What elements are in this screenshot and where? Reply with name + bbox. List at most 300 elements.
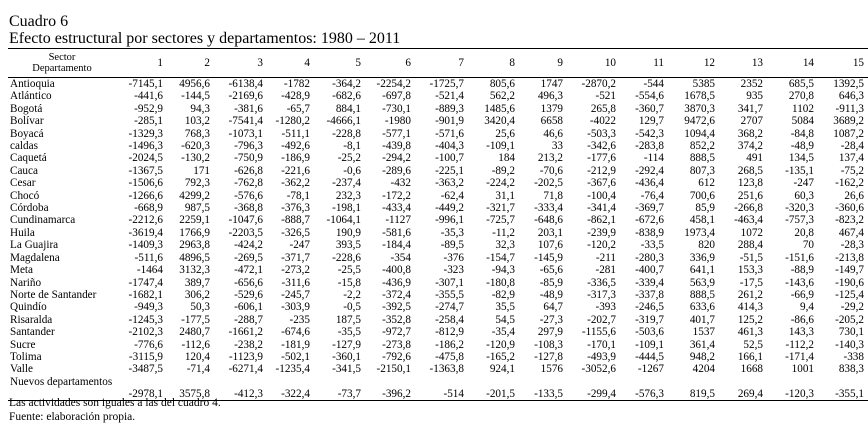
table-number: Cuadro 6 bbox=[9, 13, 69, 30]
table-cell: 646,3 bbox=[838, 90, 864, 103]
table-cell: -1782 bbox=[283, 78, 310, 90]
department-name: Nuevos departamentos bbox=[8, 376, 116, 401]
table-cell: -576,6 bbox=[234, 189, 263, 202]
department-name: Magdalena bbox=[10, 251, 60, 264]
department-name: Bogotá bbox=[10, 102, 43, 115]
table-cell: -198,1 bbox=[332, 202, 361, 215]
table-cell: -322,4 bbox=[267, 376, 314, 401]
table-header bbox=[8, 49, 868, 78]
table-cell: -15,8 bbox=[337, 276, 361, 289]
table-cell: -323 bbox=[443, 264, 464, 277]
table-cell: -149,7 bbox=[835, 264, 864, 277]
table-body bbox=[8, 78, 868, 401]
table-cell: -6271,4 bbox=[228, 363, 263, 376]
table-cell: -73,7 bbox=[314, 376, 365, 401]
table-cell: 1678,5 bbox=[684, 90, 715, 103]
table-cell: 50,3 bbox=[190, 301, 210, 314]
table-cell: -354 bbox=[390, 251, 411, 264]
table-cell: 491 bbox=[746, 152, 763, 165]
table-cell: -246,5 bbox=[635, 301, 664, 314]
table-cell: -337,8 bbox=[635, 288, 664, 301]
table-cell: 297,9 bbox=[537, 326, 563, 339]
table-cell: -338 bbox=[843, 350, 864, 363]
table-cell: 4896,5 bbox=[179, 251, 210, 264]
table-cell: -25,2 bbox=[337, 152, 361, 165]
table-cell: 888,5 bbox=[689, 288, 715, 301]
table-cell: -135,1 bbox=[785, 164, 814, 177]
table-cell: -376 bbox=[443, 251, 464, 264]
table-cell: -70,6 bbox=[539, 164, 563, 177]
table-row bbox=[8, 339, 868, 351]
column-header: 10 bbox=[567, 49, 620, 78]
table-cell: -400,8 bbox=[382, 264, 411, 277]
table-cell: -355,1 bbox=[818, 376, 868, 401]
table-row bbox=[8, 227, 868, 239]
department-name: caldas bbox=[10, 140, 38, 153]
table-cell: -2978,1 bbox=[116, 376, 167, 401]
table-row bbox=[8, 128, 868, 140]
table-cell: -1747,4 bbox=[128, 276, 163, 289]
table-cell: 341,7 bbox=[737, 102, 763, 115]
table-cell: -237,4 bbox=[332, 177, 361, 190]
table-cell: -441,6 bbox=[134, 90, 163, 103]
table-cell: -2870,2 bbox=[581, 78, 616, 90]
table-cell: -1123,9 bbox=[228, 350, 263, 363]
table-cell: -25,5 bbox=[337, 264, 361, 277]
table-cell: -554,6 bbox=[635, 90, 664, 103]
table-cell: -213,8 bbox=[835, 251, 864, 264]
table-cell: -1496,3 bbox=[128, 140, 163, 153]
column-header: 6 bbox=[365, 49, 415, 78]
table-cell: 458,1 bbox=[689, 214, 715, 227]
table-cell: -333,4 bbox=[534, 202, 563, 215]
table-cell: -143,6 bbox=[785, 276, 814, 289]
department-name: Cesar bbox=[10, 177, 36, 190]
table-cell: 401,7 bbox=[689, 313, 715, 326]
table-cell: -529,6 bbox=[234, 288, 263, 301]
table-cell: -436,4 bbox=[635, 177, 664, 190]
table-cell: 948,2 bbox=[689, 350, 715, 363]
table-cell: -201,5 bbox=[468, 376, 519, 401]
table-cell: 85,9 bbox=[695, 202, 715, 215]
table-cell: -180,8 bbox=[486, 276, 515, 289]
table-cell: -88,9 bbox=[790, 264, 814, 277]
table-cell: 393,5 bbox=[335, 239, 361, 252]
table-cell: -75,2 bbox=[840, 164, 864, 177]
table-cell: -140,3 bbox=[835, 338, 864, 351]
table-cell: -109,1 bbox=[486, 140, 515, 153]
table-cell: -503,3 bbox=[587, 127, 616, 140]
table-cell: -289,6 bbox=[382, 164, 411, 177]
table-cell: 35,5 bbox=[495, 301, 515, 314]
table-cell: -577,1 bbox=[382, 127, 411, 140]
column-header: 5 bbox=[314, 49, 365, 78]
table-cell: 123,8 bbox=[737, 177, 763, 190]
table-cell: -127,8 bbox=[534, 350, 563, 363]
table-cell: -154,7 bbox=[486, 251, 515, 264]
department-name: La Guajira bbox=[10, 239, 59, 252]
column-header: 14 bbox=[767, 49, 818, 78]
department-name: Cundinamarca bbox=[10, 214, 76, 227]
table-cell: 268,5 bbox=[737, 164, 763, 177]
table-cell: 563,9 bbox=[689, 276, 715, 289]
table-cell: -171,4 bbox=[785, 350, 814, 363]
table-cell: -2169,6 bbox=[228, 90, 263, 103]
table-cell: -238,2 bbox=[234, 338, 263, 351]
table-cell: -511,6 bbox=[134, 251, 163, 264]
table-cell: -247 bbox=[793, 177, 814, 190]
table-cell: 203,1 bbox=[537, 226, 563, 239]
table-cell: 805,6 bbox=[489, 78, 515, 90]
table-cell: -273,8 bbox=[382, 338, 411, 351]
department-name: Santander bbox=[10, 326, 55, 339]
table-cell: -280,3 bbox=[635, 251, 664, 264]
table-cell: -521 bbox=[595, 90, 616, 103]
table-cell: -757,3 bbox=[785, 214, 814, 227]
table-cell: -285,1 bbox=[134, 115, 163, 128]
table-cell: -35,3 bbox=[440, 226, 464, 239]
table-cell: -439,8 bbox=[382, 140, 411, 153]
table-row bbox=[8, 214, 868, 226]
table-row bbox=[8, 78, 868, 91]
table-cell: -3487,5 bbox=[128, 363, 163, 376]
table-cell: -62,4 bbox=[440, 189, 464, 202]
table-cell: -672,6 bbox=[635, 214, 664, 227]
table-cell: -120,9 bbox=[486, 338, 515, 351]
table-cell: -367,6 bbox=[587, 177, 616, 190]
table-cell: 143,3 bbox=[788, 326, 814, 339]
table-cell: -78,1 bbox=[286, 189, 310, 202]
table-cell: 336,9 bbox=[689, 251, 715, 264]
table-cell: -85,9 bbox=[539, 276, 563, 289]
table-cell: -2212,6 bbox=[128, 214, 163, 227]
table-cell: -362,2 bbox=[281, 177, 310, 190]
table-cell: 103,2 bbox=[184, 115, 210, 128]
table-cell: 1537 bbox=[692, 326, 715, 339]
table-cell: -2102,3 bbox=[128, 326, 163, 339]
table-cell: -449,2 bbox=[435, 202, 464, 215]
table-cell: 9,4 bbox=[800, 301, 814, 314]
table-cell: 32,3 bbox=[495, 239, 515, 252]
table-cell: -326,5 bbox=[281, 226, 310, 239]
table-cell: 935 bbox=[746, 90, 763, 103]
table-cell: 3870,3 bbox=[684, 102, 715, 115]
table-cell: -120,3 bbox=[767, 376, 818, 401]
table-cell: -89,2 bbox=[491, 164, 515, 177]
table-cell: -221,6 bbox=[281, 164, 310, 177]
table-cell: -65,6 bbox=[539, 264, 563, 277]
table-cell: 3689,2 bbox=[833, 115, 864, 128]
table-cell: -130,2 bbox=[181, 152, 210, 165]
table-cell: 190,9 bbox=[335, 226, 361, 239]
table-cell: -444,5 bbox=[635, 350, 664, 363]
table-cell: -27,3 bbox=[539, 313, 563, 326]
table-cell: -303,9 bbox=[281, 301, 310, 314]
table-cell: -492,6 bbox=[281, 140, 310, 153]
table-cell: -33,5 bbox=[640, 239, 664, 252]
table-cell: 1766,9 bbox=[179, 226, 210, 239]
table-cell: 768,3 bbox=[184, 127, 210, 140]
table-cell: -29,2 bbox=[840, 301, 864, 314]
table-cell: -542,3 bbox=[635, 127, 664, 140]
table-row bbox=[8, 363, 868, 375]
table-cell: -228,8 bbox=[332, 127, 361, 140]
table-cell: -1329,3 bbox=[128, 127, 163, 140]
table-cell: 5385 bbox=[692, 78, 715, 90]
table-cell: -3052,6 bbox=[581, 363, 616, 376]
table-cell: 70 bbox=[802, 239, 814, 252]
column-header: 11 bbox=[620, 49, 668, 78]
table-row bbox=[8, 165, 868, 177]
table-cell: -750,9 bbox=[234, 152, 263, 165]
table-cell: 26,6 bbox=[844, 189, 864, 202]
table-cell: 1094,4 bbox=[684, 127, 715, 140]
column-header: 2 bbox=[167, 49, 214, 78]
table-cell: -35,4 bbox=[491, 326, 515, 339]
table-cell: -66,9 bbox=[790, 288, 814, 301]
table-row bbox=[8, 140, 868, 152]
table-cell: -1661,2 bbox=[228, 326, 263, 339]
table-row bbox=[8, 103, 868, 115]
table-row bbox=[8, 289, 868, 301]
table-cell: 5084 bbox=[791, 115, 814, 128]
table-cell: -381,6 bbox=[234, 102, 263, 115]
table-row bbox=[8, 314, 868, 326]
table-cell: -48,9 bbox=[790, 140, 814, 153]
table-cell: -1127 bbox=[385, 214, 411, 227]
table-cell: 31,1 bbox=[495, 189, 515, 202]
table-cell: -48,9 bbox=[539, 288, 563, 301]
table-cell: -186,2 bbox=[435, 338, 464, 351]
table-cell: 1087,2 bbox=[833, 127, 864, 140]
table-cell: 730,1 bbox=[838, 326, 864, 339]
table-cell: 184 bbox=[498, 152, 515, 165]
table-cell: -202,5 bbox=[534, 177, 563, 190]
table-cell: 374,2 bbox=[737, 140, 763, 153]
table-cell: -281 bbox=[595, 264, 616, 277]
table-row bbox=[8, 152, 868, 164]
table-cell: -336,5 bbox=[587, 276, 616, 289]
table-cell: 107,6 bbox=[537, 239, 563, 252]
table-cell: -796,3 bbox=[234, 140, 263, 153]
table-cell: 137,4 bbox=[838, 152, 864, 165]
table-cell: -493,9 bbox=[587, 350, 616, 363]
table-cell: 25,6 bbox=[495, 127, 515, 140]
department-name: Quindío bbox=[10, 301, 47, 314]
table-cell: 187,5 bbox=[335, 313, 361, 326]
table-cell: 9472,6 bbox=[684, 115, 715, 128]
table-cell: -165,2 bbox=[486, 350, 515, 363]
table-cell: -112,2 bbox=[785, 338, 814, 351]
table-cell: 261,2 bbox=[737, 288, 763, 301]
table-cell: 1102 bbox=[792, 102, 814, 115]
table-row bbox=[8, 202, 868, 214]
table-row bbox=[8, 177, 868, 189]
table-cell: 2707 bbox=[740, 115, 763, 128]
table-cell: -1280,2 bbox=[275, 115, 310, 128]
table-cell: -812,9 bbox=[435, 326, 464, 339]
table-cell: 120,4 bbox=[184, 350, 210, 363]
table-row bbox=[8, 351, 868, 363]
column-header: 13 bbox=[719, 49, 767, 78]
table-cell: -404,3 bbox=[435, 140, 464, 153]
table-cell: -112,6 bbox=[181, 338, 210, 351]
table-row bbox=[8, 190, 868, 202]
table-cell: -1682,1 bbox=[128, 288, 163, 301]
table-cell: -177,5 bbox=[181, 313, 210, 326]
table-cell: 134,5 bbox=[788, 152, 814, 165]
table-cell: -114 bbox=[643, 152, 664, 165]
table-cell: 1072 bbox=[740, 226, 763, 239]
table-cell: -360,7 bbox=[635, 102, 664, 115]
table-cell: -436,9 bbox=[382, 276, 411, 289]
table-cell: -1725,7 bbox=[429, 78, 464, 90]
table-cell: 94,3 bbox=[190, 102, 210, 115]
table-cell: -228,6 bbox=[332, 251, 361, 264]
table-cell: -1235,4 bbox=[275, 363, 310, 376]
table-cell: 71,8 bbox=[543, 189, 563, 202]
department-name: Bolívar bbox=[10, 115, 44, 128]
table-cell: -133,5 bbox=[519, 376, 567, 401]
table-cell: 3575,8 bbox=[167, 376, 214, 401]
table-cell: -311,6 bbox=[281, 276, 310, 289]
table-cell: 4956,6 bbox=[179, 78, 210, 90]
table-cell: 153,3 bbox=[737, 264, 763, 277]
table-cell: -792,6 bbox=[382, 350, 411, 363]
table-cell: -224,2 bbox=[486, 177, 515, 190]
table-cell: 306,2 bbox=[184, 288, 210, 301]
header-sector-departamento bbox=[8, 49, 116, 78]
table-cell: -352,8 bbox=[382, 313, 411, 326]
table-row bbox=[8, 90, 868, 102]
table-cell: -258,4 bbox=[435, 313, 464, 326]
table-cell: 612 bbox=[698, 177, 715, 190]
table-cell: 4299,2 bbox=[179, 189, 210, 202]
table-cell: -412,3 bbox=[214, 376, 267, 401]
table-cell: -1409,3 bbox=[128, 239, 163, 252]
table-row bbox=[8, 252, 868, 264]
table-row bbox=[8, 264, 868, 276]
table-cell: -949,3 bbox=[134, 301, 163, 314]
table-cell: -1363,8 bbox=[429, 363, 464, 376]
table-cell: -1245,3 bbox=[128, 313, 163, 326]
table-cell: -0,5 bbox=[343, 301, 361, 314]
table-cell: -35,5 bbox=[337, 326, 361, 339]
table-cell: -320,3 bbox=[785, 202, 814, 215]
table-cell: 265,8 bbox=[590, 102, 616, 115]
table-cell: 1485,6 bbox=[484, 102, 515, 115]
table-cell: -576,3 bbox=[620, 376, 668, 401]
department-name: Risaralda bbox=[10, 313, 53, 326]
table-cell: 685,5 bbox=[788, 78, 814, 90]
table-cell: -299,4 bbox=[567, 376, 620, 401]
table-note: Las actividades son iguales a las del cuadro 4. bbox=[9, 397, 221, 409]
table-cell: -392,5 bbox=[382, 301, 411, 314]
table-cell: -1064,1 bbox=[326, 214, 361, 227]
table-cell: 64,7 bbox=[543, 301, 563, 314]
department-name: Nariño bbox=[10, 276, 42, 289]
table-cell: -307,1 bbox=[435, 276, 464, 289]
table-cell: -697,8 bbox=[382, 90, 411, 103]
table-cell: -2,2 bbox=[343, 288, 361, 301]
department-name: Valle bbox=[10, 363, 33, 376]
table-cell: -511,1 bbox=[281, 127, 310, 140]
table-cell: -120,2 bbox=[587, 239, 616, 252]
table-cell: -433,4 bbox=[382, 202, 411, 215]
table-cell: 4204 bbox=[692, 363, 715, 376]
column-header: 1 bbox=[116, 49, 167, 78]
table-cell: -86,6 bbox=[790, 313, 814, 326]
table-cell: -7541,4 bbox=[228, 115, 263, 128]
table-cell: -888,7 bbox=[281, 214, 310, 227]
department-name: Tolima bbox=[10, 350, 42, 363]
table-cell: -28,3 bbox=[840, 239, 864, 252]
table-cell: -100,4 bbox=[587, 189, 616, 202]
table-cell: -266,8 bbox=[734, 202, 763, 215]
table-cell: -292,4 bbox=[635, 164, 664, 177]
table-cell: -376,3 bbox=[281, 202, 310, 215]
table-cell: -4666,1 bbox=[326, 115, 361, 128]
table-cell: -211 bbox=[595, 251, 616, 264]
table-cell: -364,2 bbox=[332, 78, 361, 90]
department-name: Atlántico bbox=[10, 90, 52, 103]
table-cell: -393 bbox=[595, 301, 616, 314]
table-row bbox=[8, 239, 868, 251]
table-cell: -190,6 bbox=[835, 276, 864, 289]
table-cell: 820 bbox=[698, 239, 715, 252]
column-header: 7 bbox=[415, 49, 468, 78]
table-cell: -776,6 bbox=[134, 338, 163, 351]
table-cell: -1464 bbox=[136, 264, 163, 277]
table-cell: -544 bbox=[643, 78, 664, 90]
table-cell: -7145,1 bbox=[128, 78, 163, 90]
table-cell: -17,5 bbox=[739, 276, 763, 289]
table-cell: -28,4 bbox=[840, 140, 864, 153]
table-cell: 467,4 bbox=[838, 226, 864, 239]
table-row bbox=[8, 301, 868, 313]
department-name: Cauca bbox=[10, 164, 38, 177]
table-cell: 3420,4 bbox=[484, 115, 515, 128]
table-cell: -76,4 bbox=[640, 189, 664, 202]
table-cell: 2480,7 bbox=[179, 326, 210, 339]
table-cell: 1668 bbox=[740, 363, 763, 376]
table-cell: -3115,9 bbox=[128, 350, 163, 363]
table-cell: -424,2 bbox=[234, 239, 263, 252]
table-cell: -205,2 bbox=[835, 313, 864, 326]
table-cell: 269,4 bbox=[719, 376, 767, 401]
table-row bbox=[8, 115, 868, 127]
table-cell: -65,7 bbox=[286, 102, 310, 115]
table-cell: -108,3 bbox=[534, 338, 563, 351]
department-name: Córdoba bbox=[10, 202, 49, 215]
table-cell: 792,3 bbox=[184, 177, 210, 190]
table-cell: 46,6 bbox=[543, 127, 563, 140]
table-cell: 414,3 bbox=[737, 301, 763, 314]
table-cell: -245,7 bbox=[281, 288, 310, 301]
table-cell: -581,6 bbox=[382, 226, 411, 239]
table-row bbox=[8, 326, 868, 338]
table-cell: -283,8 bbox=[635, 140, 664, 153]
table-cell: -144,5 bbox=[181, 90, 210, 103]
table-cell: 213,2 bbox=[537, 152, 563, 165]
table-cell: -862,1 bbox=[587, 214, 616, 227]
table-cell: -288,7 bbox=[234, 313, 263, 326]
table-cell: -502,1 bbox=[281, 350, 310, 363]
table-cell: 33 bbox=[551, 140, 563, 153]
data-table bbox=[8, 48, 868, 401]
table-cell: -972,7 bbox=[382, 326, 411, 339]
column-header: 4 bbox=[267, 49, 314, 78]
